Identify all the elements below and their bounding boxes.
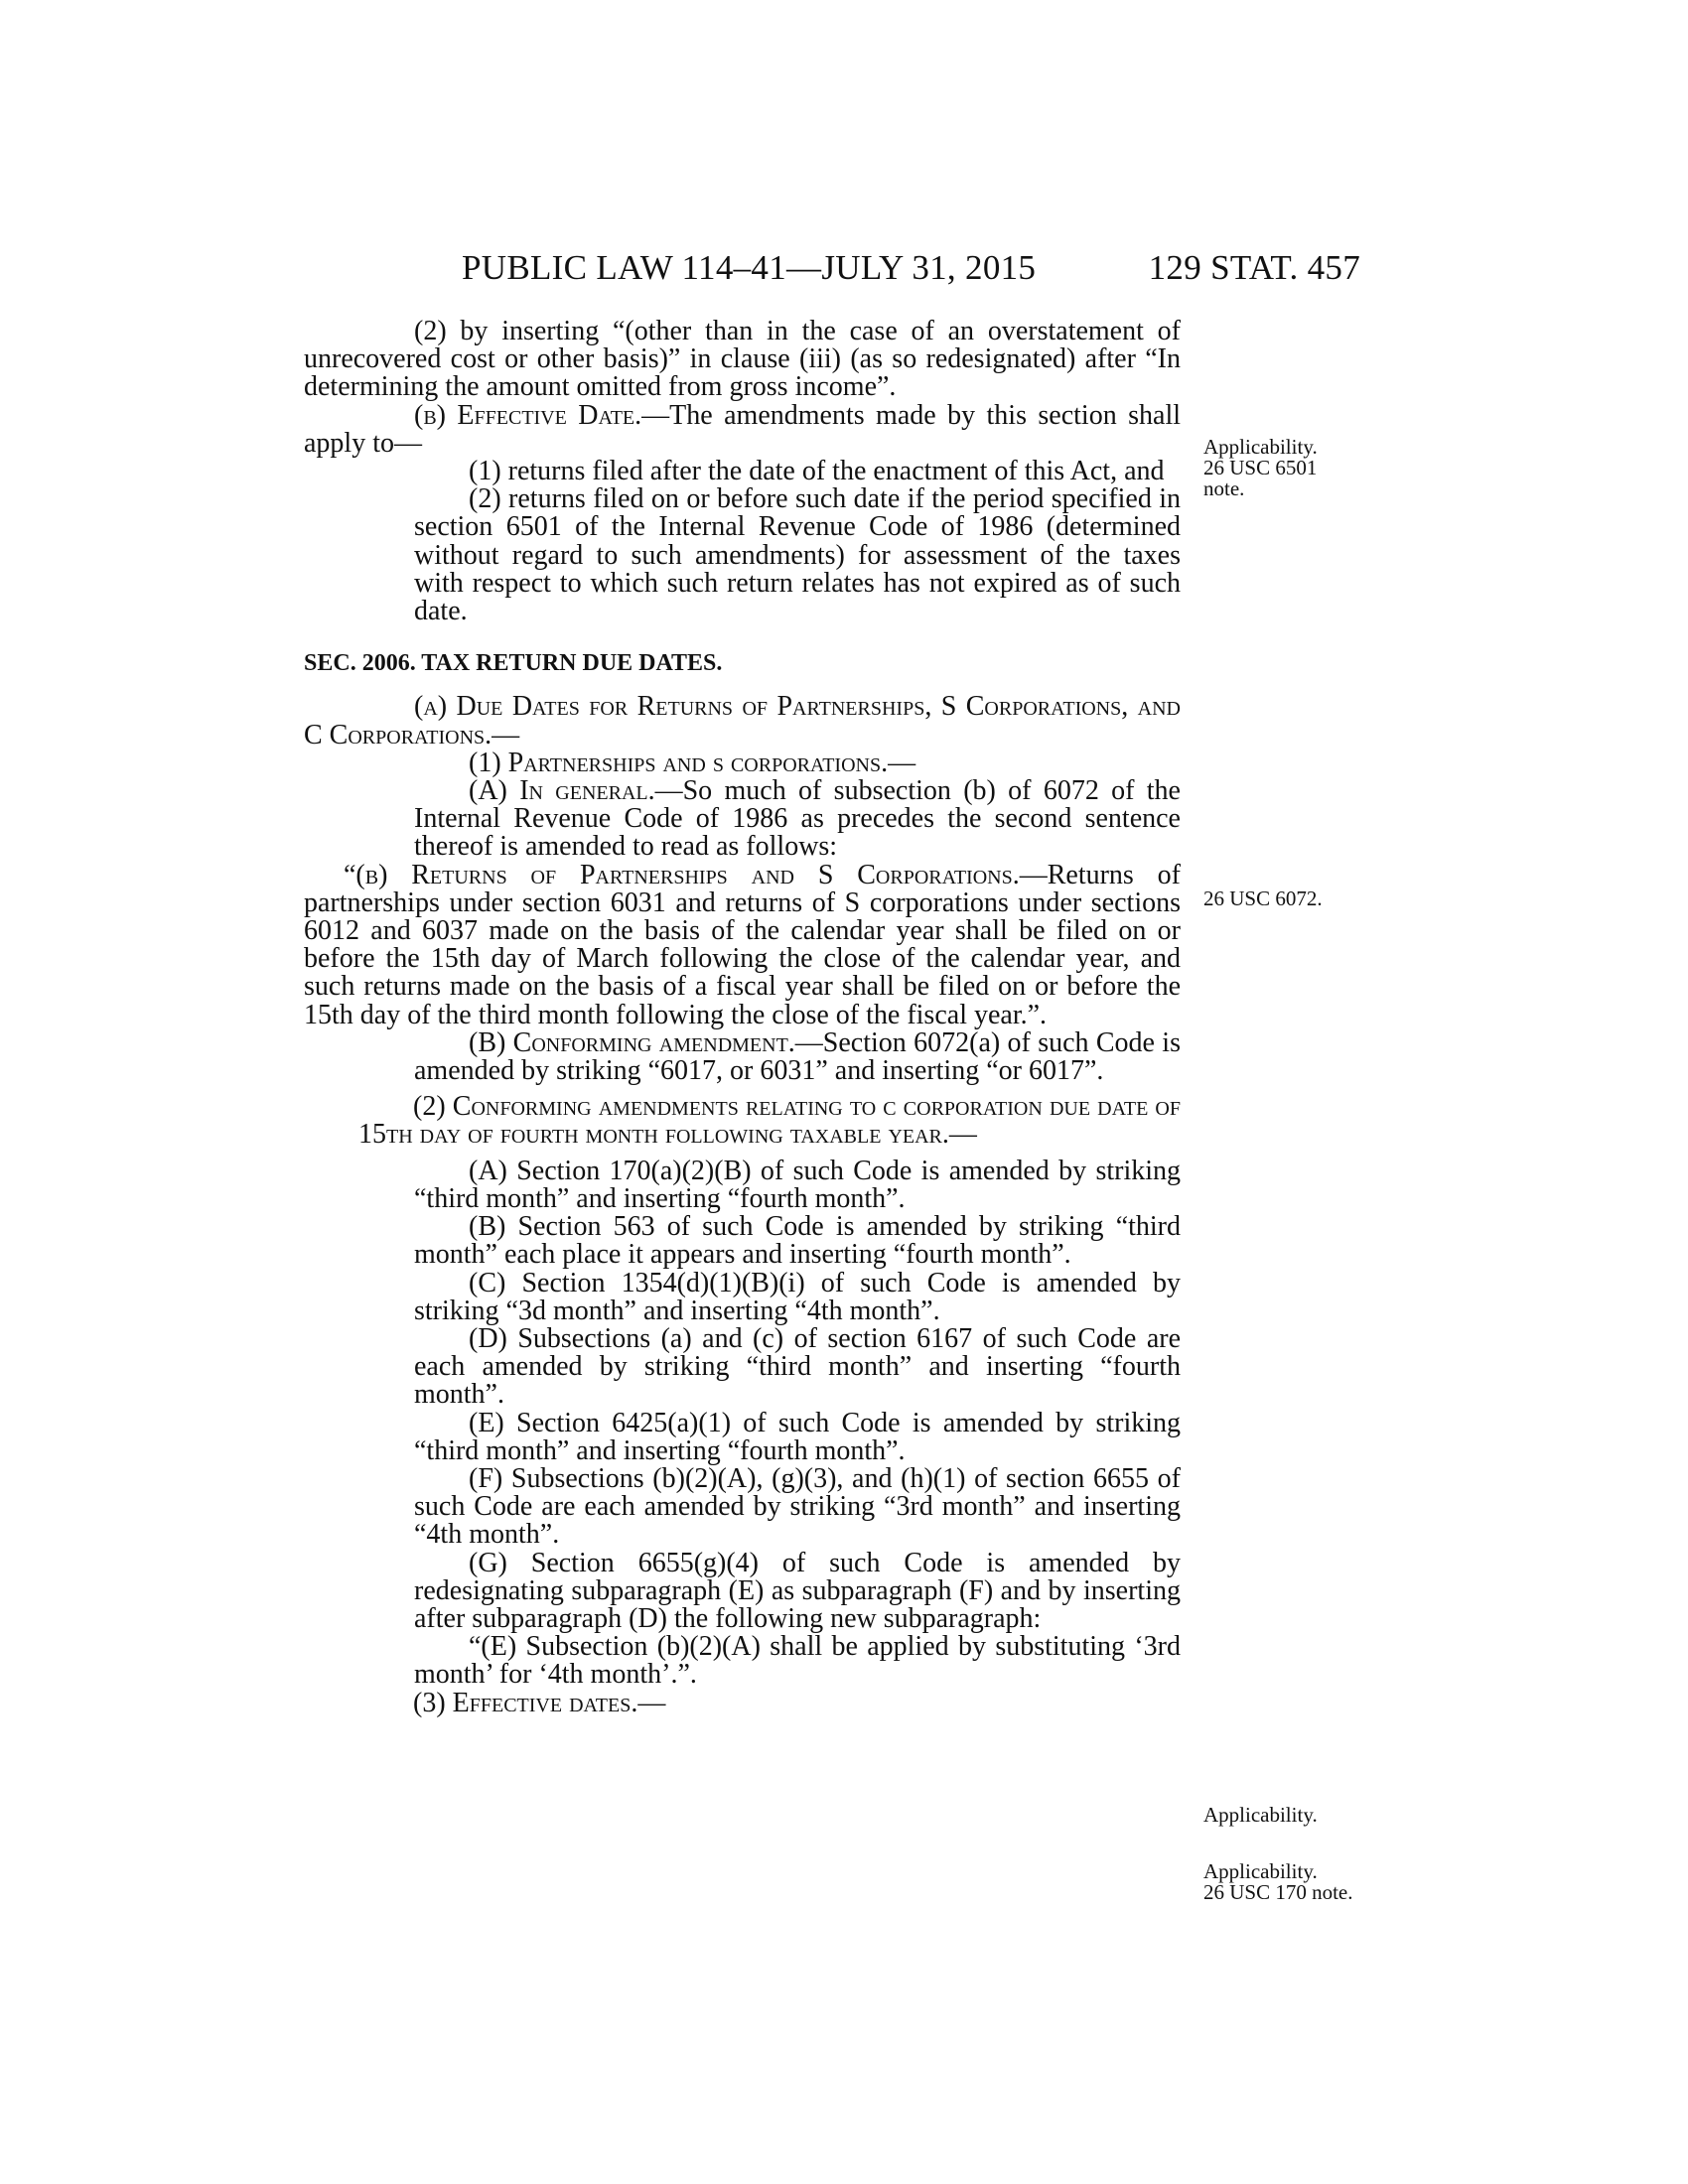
subparagraph-a1A-caption: (A) In general. xyxy=(469,775,655,807)
margin-note-applicability-6501: Applicability. 26 USC 6501 note. xyxy=(1203,435,1318,500)
subparagraph-a1B-caption: (B) Conforming amendment. xyxy=(469,1026,795,1058)
subparagraph-a1B xyxy=(304,1026,1181,1087)
quoted-subsection-b xyxy=(304,859,1181,1030)
subparagraph-a1A xyxy=(304,777,1181,862)
subsection-b-text: —The amendments made by this section shall apply to— xyxy=(304,399,1181,459)
paragraph-a3-caption: (3) Effective dates. xyxy=(413,1687,638,1718)
running-header-law: PUBLIC LAW 114–41—JULY 31, 2015 xyxy=(462,248,1037,287)
paragraph-2-insertion: (2) by inserting “(other than in the case of an overstatement of unrecovered cost or other basis)” in clause (iii) (as so redesignated) after “In determining the amount omitted from gross income”. xyxy=(304,316,1181,403)
paragraph-1-returns-after: (1) returns filed after the date of the enactment of this Act, and xyxy=(469,456,1165,487)
subparagraph-a1A-text: —So much of subsection (b) of 6072 of the Internal Revenue Code of 1986 as precedes the second sentence thereof is amended to read as follows: xyxy=(414,775,1181,863)
margin-note-applicability-170: Applicability. 26 USC 170 note. xyxy=(1203,1859,1353,1904)
subparagraph-a2A: (A) Section 170(a)(2)(B) of such Code is amended by striking “third month” and inserting “fourth month”. xyxy=(414,1155,1181,1214)
quoted-subparagraph-E: “(E) Subsection (b)(2)(A) shall be applied by substituting ‘3rd month’ for ‘4th month’.”. xyxy=(414,1631,1181,1691)
subparagraph-a2G: (G) Section 6655(g)(4) of such Code is amended by redesignating subparagraph (E) as subparagraph (F) and by inserting after subparagraph (D) the following new subparagraph: xyxy=(414,1547,1181,1634)
section-heading: SEC. 2006. TAX RETURN DUE DATES. xyxy=(304,650,723,677)
paragraph-a2-heading: (2) Conforming amendments relating to c corporation due date of 15th day of fourth month following taxable year.— xyxy=(358,1091,1181,1151)
paragraph-a1-caption: (1) Partnerships and s corporations. xyxy=(469,747,889,778)
quoted-subsection-b-text: —Returns of partnerships under section 6031 and returns of S corporations under sections 6012 and 6037 made on the basis of the calendar year shall be filed on or before the 15th day of March following the close of the calendar year, and such returns made on the basis of a fiscal year shall be filed on or before the 15th day of the third month following the close of the fiscal year.”. xyxy=(304,859,1181,1030)
subsection-a-heading: (a) Due Dates for Returns of Partnerships, S Corporations, and C Corporations.— xyxy=(304,691,1181,751)
subparagraph-a2C: (C) Section 1354(d)(1)(B)(i) of such Code is amended by striking “3d month” and inserting “4th month”. xyxy=(414,1267,1181,1326)
subparagraph-a2D: (D) Subsections (a) and (c) of section 6167 of such Code are each amended by striking “third month” and inserting “fourth month”. xyxy=(414,1322,1181,1411)
margin-note-6072: 26 USC 6072. xyxy=(1203,887,1323,910)
statute-body xyxy=(304,318,1181,1717)
quoted-subsection-b-caption: “(b) Returns of Partnerships and S Corporations. xyxy=(344,859,1020,890)
paragraph-a1-heading: (1) Partnerships and s corporations.— xyxy=(469,747,916,778)
subsection-b-caption: (b) Effective Date. xyxy=(414,399,642,431)
paragraph-a2-caption: (2) Conforming amendments relating to c corporation due date of 15th day of fourth month following taxable year. xyxy=(358,1091,1181,1151)
paragraph-a3-heading: (3) Effective dates.— xyxy=(413,1687,666,1718)
paragraph-2-returns-before: (2) returns filed on or before such date if the period specified in section 6501 of the Internal Revenue Code of 1986 (determined without regard to such amendments) for assessment of the taxes with respect to which such return relates has not expired as of such date. xyxy=(414,483,1181,627)
subparagraph-a2F: (F) Subsections (b)(2)(A), (g)(3), and (h)(1) of section 6655 of such Code are each amended by striking “3rd month” and inserting “4th month”. xyxy=(414,1462,1181,1551)
subsection-b-effective-date xyxy=(304,399,1181,459)
subparagraph-a1B-text: —Section 6072(a) of such Code is amended by striking “6017, or 6031” and inserting “or 6017”. xyxy=(414,1026,1181,1087)
running-header-stat-page: 129 STAT. 457 xyxy=(1148,248,1360,287)
margin-note-applicability: Applicability. xyxy=(1203,1803,1318,1827)
subsection-a-caption: (a) Due Dates for Returns of Partnerships, S Corporations, and C Corporations. xyxy=(304,691,1181,751)
subparagraph-a2E: (E) Section 6425(a)(1) of such Code is amended by striking “third month” and inserting “fourth month”. xyxy=(414,1407,1181,1466)
subparagraph-a2B: (B) Section 563 of such Code is amended by striking “third month” each place it appears and inserting “fourth month”. xyxy=(414,1211,1181,1271)
